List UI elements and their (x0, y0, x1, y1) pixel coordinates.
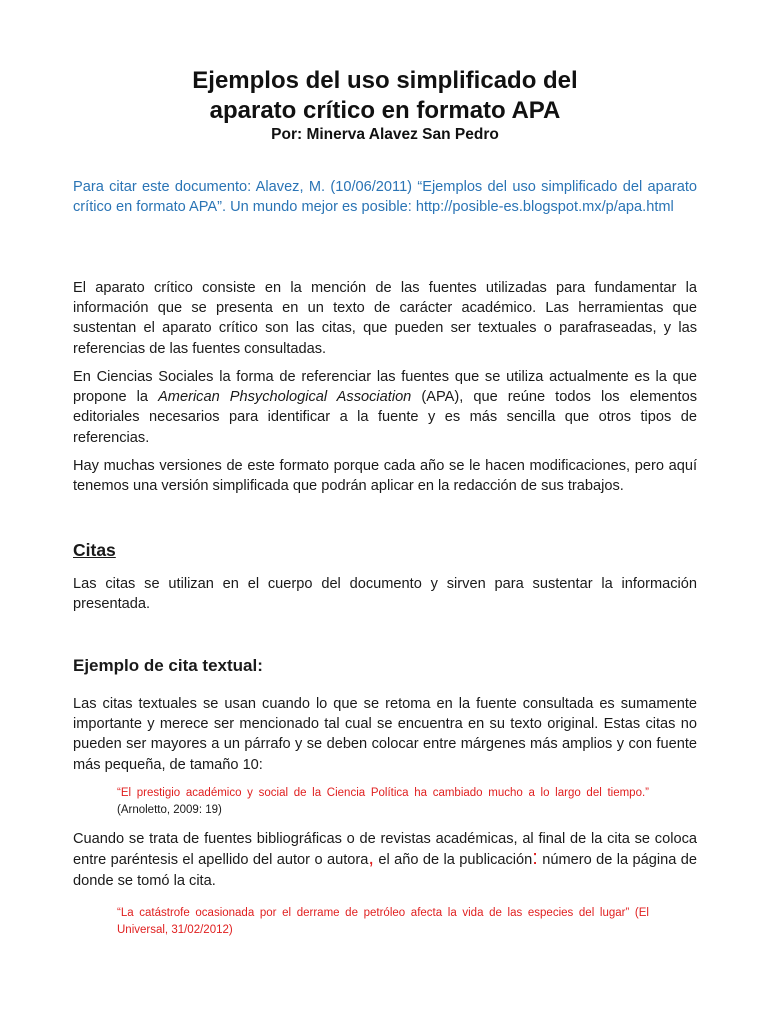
apa-organization-name: American Phsychological Association (158, 389, 412, 406)
quote-2-reference: (El Universal, 31/02/2012) (117, 907, 649, 936)
heading-cita-textual: Ejemplo de cita textual: (73, 656, 263, 675)
heading-citas: Citas (73, 540, 116, 560)
document-title-line2: aparato crítico en formato APA (209, 97, 561, 124)
quote-example-1 (117, 785, 649, 818)
paragraph-apa (73, 367, 697, 448)
paragraph-versiones: Hay muchas versiones de este formato porque cada año se le hacen modificaciones, pero aquí tenemos una versión simplificada que podrán aplicar en la redacción de sus trabajos. (73, 458, 697, 495)
quote-1-reference: (Arnoletto, 2009: 19) (117, 803, 222, 816)
quote-2-text: “La catástrofe ocasionada por el derrame de petróleo afecta la vida de las especies del lugar” (117, 907, 630, 919)
quote-1-text: “El prestigio académico y social de la Ciencia Política ha cambiado mucho a lo largo del tiempo.” (117, 787, 649, 799)
highlighted-colon: : (532, 847, 538, 869)
paragraph-fuentes-part1: Cuando se trata de fuentes bibliográficas o de revistas académicas, al final de la cita se coloca entre paréntesis el apellido del autor o autora (73, 831, 697, 868)
paragraph-fuentes-part2: el año de la publicación (373, 852, 533, 868)
quote-example-2 (117, 905, 649, 938)
paragraph-fuentes-part3: número de la página de donde se tomó la cita. (73, 852, 698, 889)
author-byline: Por: Minerva Alavez San Pedro (271, 126, 499, 143)
paragraph-citas-textuales: Las citas textuales se usan cuando lo que se retoma en la fuente consultada es sumamente importante y merece ser mencionado tal cual se encuentra en su texto original. Estas citas no pueden ser mayores a un párrafo y se deben colocar entre márgenes más amplios y con fuente más pequeña, de tamaño 10: (73, 696, 697, 773)
paragraph-fuentes-bibliograficas (73, 829, 697, 892)
paragraph-citas: Las citas se utilizan en el cuerpo del documento y sirven para sustentar la información presentada. (73, 576, 697, 613)
citation-note: Para citar este documento: Alavez, M. (10/06/2011) “Ejemplos del uso simplificado del aparato crítico en formato APA”. Un mundo mejor es posible: http://posible-es.blogspot.mx/p/apa.html (73, 179, 697, 216)
paragraph-aparato-critico: El aparato crítico consiste en la mención de las fuentes utilizadas para fundamentar la información que se presenta en un texto de carácter académico. Las herramientas que sustentan el aparato crítico son las citas, que pueden ser textuales o parafraseadas, y las referencias de las fuentes consultadas. (73, 280, 697, 357)
highlighted-comma: , (368, 847, 374, 869)
paragraph-apa-text-before: En Ciencias Sociales la forma de referenciar las fuentes que se utiliza actualmente es la que propone la (73, 369, 697, 406)
paragraph-apa-text-after: (APA), que reúne todos los elementos editoriales necesarios para identificar a la fuente y es más sencilla que otros tipos de referencias. (73, 389, 698, 446)
document-title-line1: Ejemplos del uso simplificado del (192, 67, 578, 94)
